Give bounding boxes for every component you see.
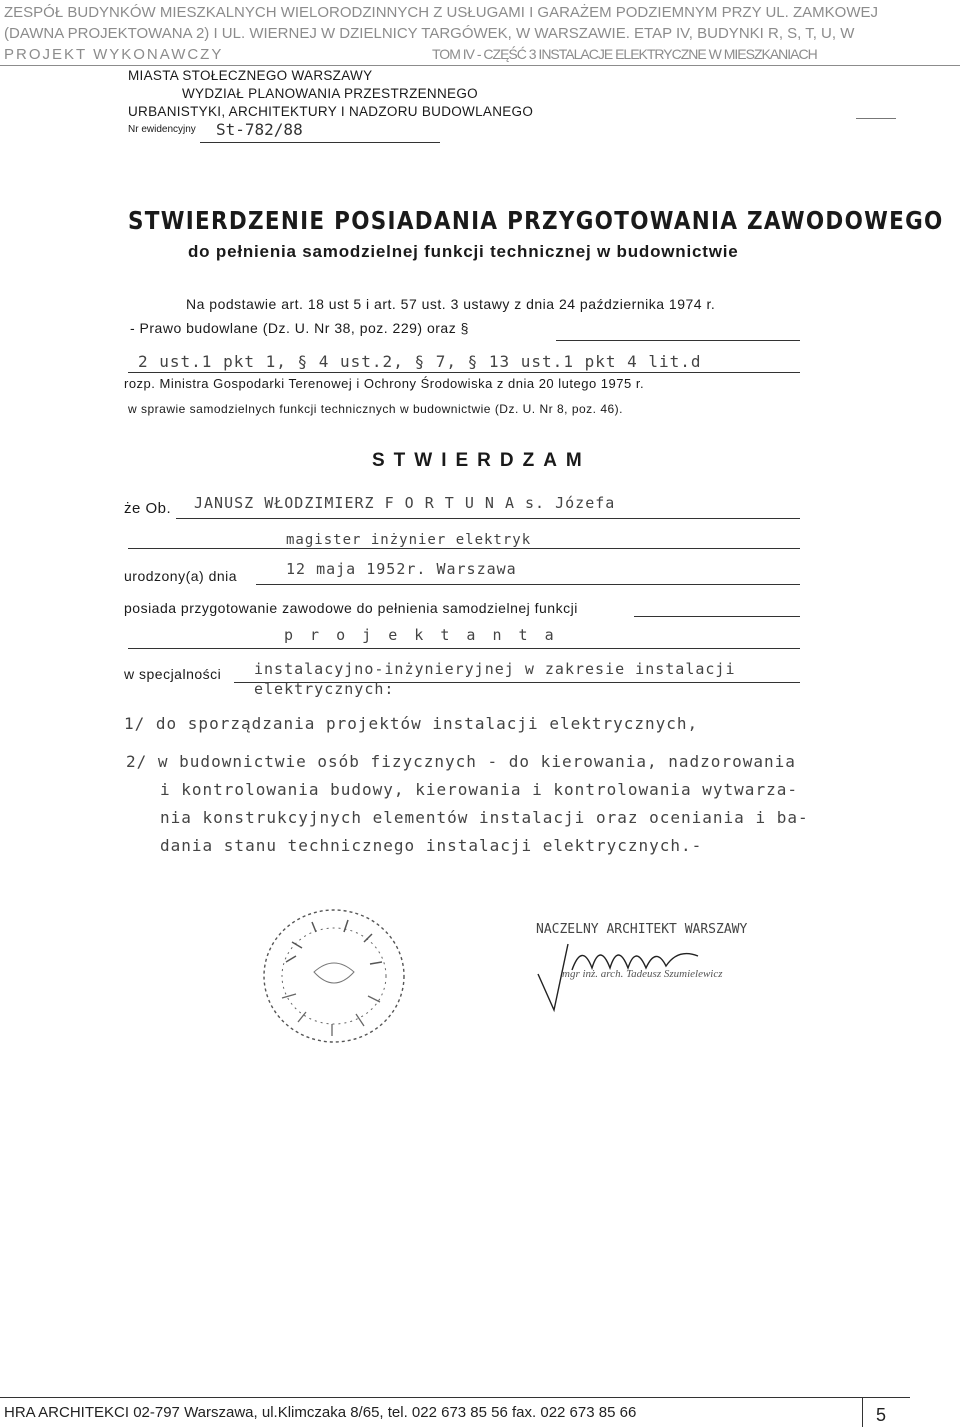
legal-basis-typed: 2 ust.1 pkt 1, § 4 ust.2, § 7, § 13 ust.1 pkt 4 lit.d — [138, 352, 702, 371]
specialty-value-line-2: elektrycznych: — [254, 680, 395, 698]
born-label: urodzony(a) dnia — [124, 568, 238, 584]
person-name: JANUSZ WŁODZIMIERZ F O R T U N A s. Józefa — [194, 494, 616, 512]
footer-divider — [0, 1397, 910, 1398]
certificate-title: STWIERDZENIE POSIADANIA PRZYGOTOWANIA ZAWODOWEGO — [128, 206, 944, 235]
scope-item-2-line-4: dania stanu technicznego instalacji elektrycznych.- — [160, 836, 703, 855]
header-project-line-2: (DAWNA PROJEKTOWANA 2) I UL. WIERNEJ W DZIELNICY TARGÓWEK, W WARSZAWIE. ETAP IV, BUDYNKI R, S, T, U, W — [4, 25, 855, 42]
scope-item-2-line-3: nia konstrukcyjnych elementów instalacji oraz oceniania i ba- — [160, 808, 809, 827]
function-value: p r o j e k t a n t a — [284, 626, 558, 644]
person-profession: magister inżynier elektryk — [286, 532, 532, 548]
scope-item-1: 1/ do sporządzania projektów instalacji elektrycznych, — [124, 714, 699, 733]
page-number: 5 — [876, 1405, 887, 1425]
qualification-blank — [634, 616, 800, 617]
certificate-subtitle: do pełnienia samodzielnej funkcji technicznej w budownictwie — [188, 242, 739, 261]
page-header — [4, 2, 960, 66]
office-seal-stamp — [252, 902, 422, 1052]
office-line-3: URBANISTYKI, ARCHITEKTURY I NADZORU BUDOWLANEGO — [128, 104, 534, 119]
office-line-1: MIASTA STOŁECZNEGO WARSZAWY — [128, 68, 373, 83]
scope-item-2-line-1: 2/ w budownictwie osób fizycznych - do kierowania, nadzorowania — [126, 752, 796, 771]
legal-basis-blank — [556, 340, 800, 341]
scanned-certificate — [0, 66, 960, 1386]
registration-underline — [200, 142, 440, 143]
ob-label: że Ob. — [124, 500, 172, 517]
born-value: 12 maja 1952r. Warszawa — [286, 560, 517, 578]
header-volume: TOM IV - CZĘŚĆ 3 INSTALACJE ELEKTRYCZNE W MIESZKANIACH — [432, 46, 817, 62]
margin-mark — [856, 118, 896, 119]
scope-item-2-line-2: i kontrolowania budowy, kierowania i kontrolowania wytwarza- — [160, 780, 798, 799]
footer-address: HRA ARCHITEKCI 02-797 Warszawa, ul.Klimczaka 8/65, tel. 022 673 85 56 fax. 022 673 85 66 — [4, 1404, 637, 1421]
footer-separator — [862, 1397, 863, 1427]
header-project-line-1: ZESPÓŁ BUDYNKÓW MIESZKALNYCH WIELORODZINNYCH Z USŁUGAMI I GARAŻEM PODZIEMNYM PRZY UL. ZAMKOWEJ — [4, 4, 878, 21]
signer-name: mgr inż. arch. Tadeusz Szumielewicz — [562, 968, 723, 980]
qualification-label: posiada przygotowanie zawodowe do pełnienia samodzielnej funkcji — [124, 600, 578, 616]
header-project-stage: PROJEKT WYKONAWCZY — [4, 46, 224, 63]
person-name-underline — [176, 518, 800, 519]
office-line-2: WYDZIAŁ PLANOWANIA PRZESTRZENNEGO — [182, 86, 478, 101]
specialty-label: w specjalności — [124, 666, 222, 682]
signer-title: NACZELNY ARCHITEKT WARSZAWY — [536, 922, 748, 937]
legal-basis-typed-underline — [128, 372, 800, 373]
legal-basis-line-2: - Prawo budowlane (Dz. U. Nr 38, poz. 229) oraz § — [130, 320, 469, 336]
legal-basis-line-4: rozp. Ministra Gospodarki Terenowej i Ochrony Środowiska z dnia 20 lutego 1975 r. — [124, 376, 645, 391]
profession-underline — [128, 548, 800, 549]
born-underline — [256, 584, 800, 585]
registration-label: Nr ewidencyjny — [128, 124, 196, 135]
legal-basis-line-1: Na podstawie art. 18 ust 5 i art. 57 ust. 3 ustawy z dnia 24 października 1974 r. — [186, 296, 716, 312]
header-project-line-3 — [4, 44, 960, 66]
legal-basis-line-5: w sprawie samodzielnych funkcji technicznych w budownictwie (Dz. U. Nr 8, poz. 46). — [128, 402, 624, 416]
specialty-value-line-1: instalacyjno-inżynieryjnej w zakresie instalacji — [254, 660, 736, 678]
registration-number: St-782/88 — [216, 120, 303, 139]
stwierdzam-heading: STWIERDZAM — [372, 450, 591, 471]
function-underline — [128, 648, 800, 649]
